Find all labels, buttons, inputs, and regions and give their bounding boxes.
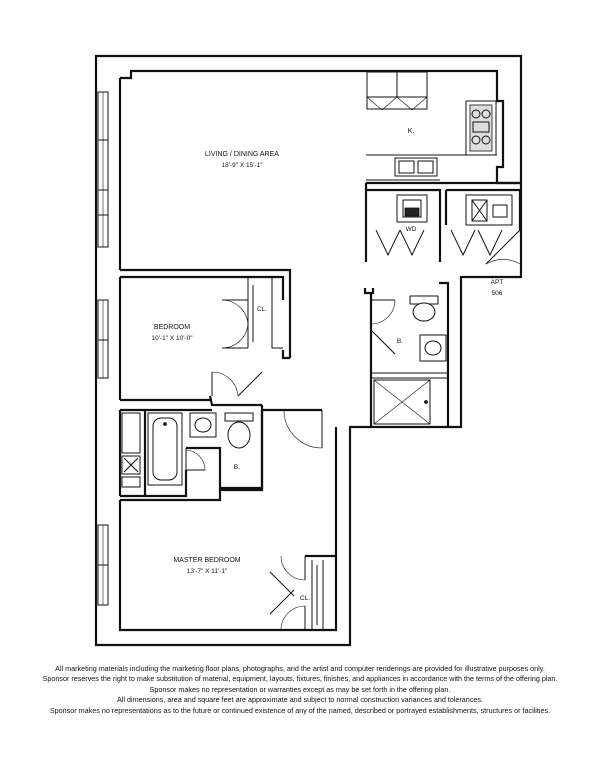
master-closet-label: CL. bbox=[299, 595, 311, 602]
disclaimer-line: Sponsor reserves the right to make substitution of material, equipment, layouts, fixtures, finishes, and appliances in accordance with the terms of the offering plan. bbox=[42, 674, 558, 684]
master-bedroom-name: MASTER BEDROOM bbox=[173, 557, 241, 564]
apartment-number: 506 bbox=[491, 290, 503, 297]
bath-1-fixtures bbox=[374, 296, 446, 424]
disclaimer-line: All marketing materials including the marketing floor plans, photographs, and the artist and computer renderings are provided for illustrative purposes only. bbox=[55, 664, 545, 673]
master-bedroom-size: 13'-7" X 11'-1" bbox=[186, 568, 228, 575]
windows bbox=[98, 92, 108, 605]
living-room-size: 18'-9" X 15'-1" bbox=[221, 162, 263, 169]
living-room-name: LIVING / DINING AREA bbox=[205, 151, 279, 158]
bedroom-size: 10'-1" X 10'-0" bbox=[151, 335, 193, 342]
disclaimer-line: Sponsor makes no representation or warranties except as may be set forth in the offering plan. bbox=[149, 684, 451, 694]
room-labels bbox=[151, 128, 503, 602]
apartment-label: APT bbox=[490, 279, 504, 286]
disclaimer-line: Sponsor makes no representations as to the future or continued existence of any of the named, described or portrayed establishments, structures or facilities. bbox=[49, 705, 551, 715]
disclaimer-line: All dimensions, area and square feet are approximate and subject to normal construction variances and tolerances. bbox=[117, 695, 483, 705]
legal-disclaimer bbox=[0, 664, 600, 716]
bath-2-label: B. bbox=[233, 464, 241, 471]
bedroom-closet-label: CL. bbox=[256, 306, 268, 313]
bedroom-name: BEDROOM bbox=[153, 324, 191, 331]
kitchen-label: K. bbox=[407, 128, 415, 135]
bath-1-label: B. bbox=[396, 338, 404, 345]
washer-dryer-label: WD bbox=[405, 226, 417, 233]
